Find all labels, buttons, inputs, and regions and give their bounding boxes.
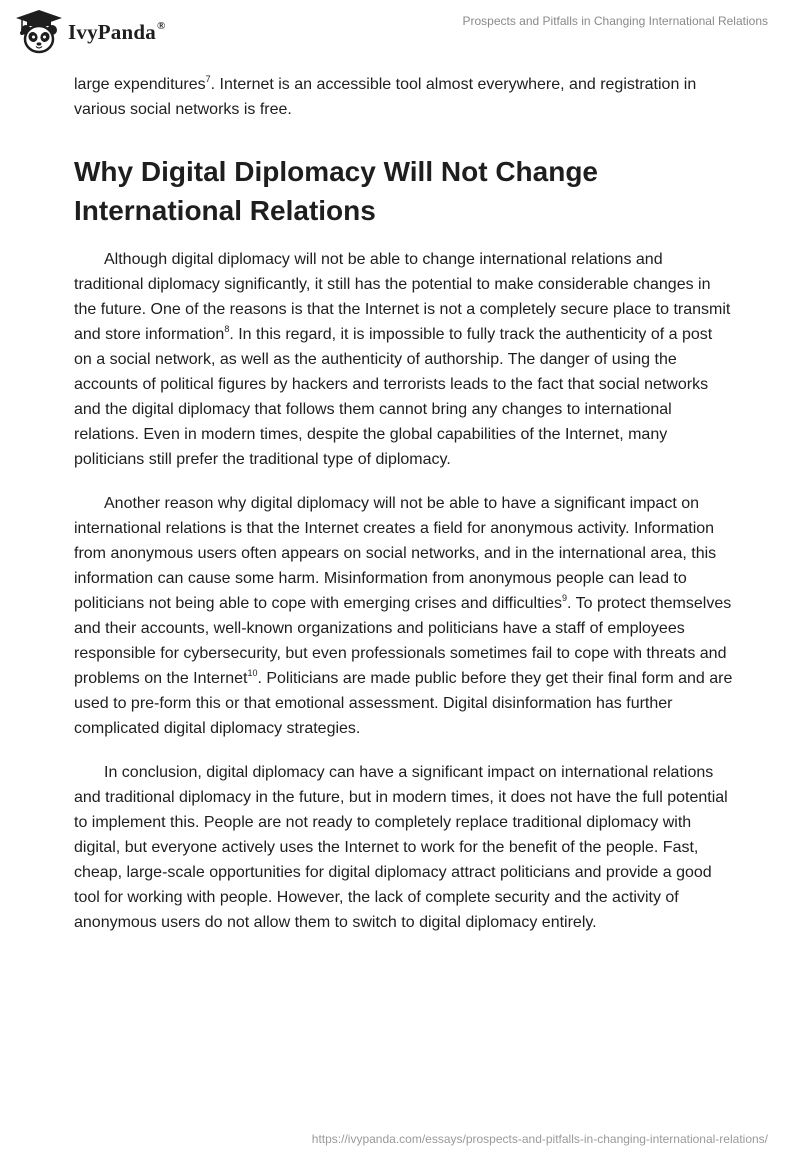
document-title: Prospects and Pitfalls in Changing International Relations: [462, 14, 768, 28]
page-header: [0, 0, 800, 70]
paragraph: Although digital diplomacy will not be able to change international relations and traditional diplomacy significantly, it still has the potential to make considerable changes in the future. One of the reasons is that the Internet is not a completely secure place to transmit and store information$^8$. In this regard, it is impossible to fully track the authenticity of a post on a social network, as well as the authenticity of authorship. The danger of using the accounts of political figures by hackers and terrorists leads to the fact that social networks and the digital diplomacy that follows them cannot bring any changes to international relations. Even in modern times, despite the global capabilities of the Internet, many politicians still prefer the traditional type of diplomacy.: [74, 251, 731, 468]
footnote-ref[interactable]: 7: [205, 74, 211, 84]
section-heading: Why Digital Diplomacy Will Not Change International Relations: [74, 156, 599, 226]
footnote-ref[interactable]: 10: [247, 668, 258, 678]
paragraph: In conclusion, digital diplomacy can have a significant impact on international relations and traditional diplomacy in the future, but in modern times, it does not have the full potential to implement this. People are not ready to completely replace traditional diplomacy with digital, but everyone actively uses the Internet to work for the benefit of the people. Fast, cheap, large-scale opportunities for digital diplomacy attract politicians and provide a good tool for working with people. However, the lack of complete security and the activity of anonymous users do not allow them to switch to digital diplomacy entirely.: [74, 764, 728, 931]
source-url[interactable]: https://ivypanda.com/essays/prospects-and-pitfalls-in-changing-international-relations/: [311, 1132, 768, 1146]
logo[interactable]: [14, 8, 165, 56]
footnote-ref[interactable]: 8: [224, 324, 230, 334]
panda-graduate-logo-icon: [14, 8, 64, 56]
brand-name: IvyPanda®: [68, 19, 166, 44]
essay-body: [74, 72, 734, 935]
footnote-ref[interactable]: 9: [561, 593, 567, 603]
paragraph: large expenditures$^7$. Internet is an accessible tool almost everywhere, and registration in various social networks is free.: [74, 74, 697, 118]
paragraph: Another reason why digital diplomacy will not be able to have a significant impact on international relations is that the Internet creates a field for anonymous activity. Information from anonymous users often appears on social networks, and in the international area, this information can cause some harm. Misinformation from anonymous people can lead to politicians not being able to cope with emerging crises and difficulties$^9$. To protect themselves and their accounts, well-known organizations and politicians have a staff of employees responsible for cybersecurity, but even professionals sometimes fail to cope with threats and problems on the Internet$^{10}$. Politicians are made public before they get their final form and are used to pre-form this or that emotional assessment. Digital disinformation has further complicated digital diplomacy strategies.: [74, 495, 733, 737]
